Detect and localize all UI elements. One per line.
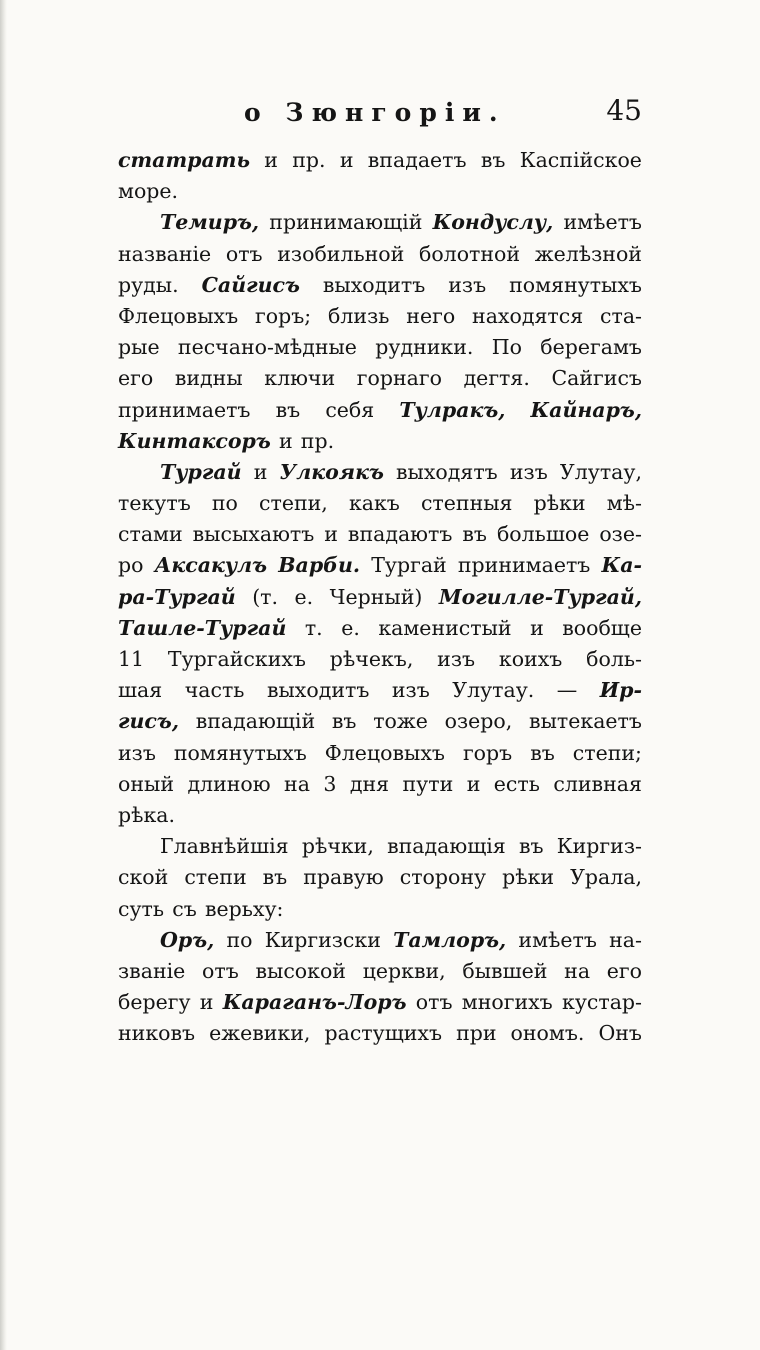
- page-edge-shadow: [0, 0, 7, 1350]
- italic-word: ра-Тургай: [118, 584, 236, 609]
- word: имѣетъ: [518, 927, 597, 952]
- text-line: [118, 270, 642, 301]
- word: суть: [118, 896, 165, 921]
- word: кустар-: [562, 990, 642, 1015]
- word: находятся: [472, 303, 584, 328]
- italic-word: Ташле-Тургай: [118, 615, 287, 640]
- word: видны: [174, 366, 243, 391]
- italic-word: Кайнаръ,: [530, 397, 642, 422]
- word: по: [211, 491, 238, 516]
- word: оный: [118, 771, 174, 796]
- italic-word: Могилле-Тургай,: [438, 584, 642, 609]
- word: его: [606, 958, 642, 983]
- text-line: [118, 301, 642, 332]
- text-line: [118, 769, 642, 800]
- word: море.: [118, 179, 179, 204]
- word: въ: [480, 148, 506, 172]
- text-line: [118, 176, 642, 207]
- word: Тургай: [371, 553, 447, 578]
- word: горнаго: [356, 366, 442, 391]
- word: горъ;: [255, 303, 312, 328]
- word: помянутыхъ: [509, 272, 642, 297]
- italic-word: гисъ,: [118, 709, 179, 734]
- word: берегамъ: [540, 335, 642, 360]
- word: изъ: [448, 272, 487, 297]
- word: себя: [325, 397, 375, 422]
- word: при: [456, 1021, 497, 1046]
- word: рудники.: [375, 335, 474, 360]
- text-line: [118, 239, 642, 270]
- text-line: [118, 925, 642, 956]
- word: текутъ: [118, 491, 191, 516]
- word: пути: [402, 771, 454, 796]
- italic-word: Ка-: [601, 553, 642, 578]
- text-line: [118, 613, 642, 644]
- word: и: [278, 428, 293, 453]
- word: отъ: [202, 958, 239, 983]
- word: ономъ.: [510, 1021, 585, 1046]
- word: мѣ-: [606, 491, 642, 516]
- word: рѣки: [533, 491, 586, 516]
- word: въ: [518, 834, 544, 859]
- word: въ: [275, 397, 301, 422]
- word: и: [253, 459, 268, 484]
- word: желѣзной: [534, 241, 642, 266]
- word: рѣка.: [118, 802, 176, 827]
- text-line: [118, 426, 642, 457]
- word: Киргиз-: [556, 834, 642, 859]
- word: е.: [294, 584, 314, 609]
- italic-word: Темиръ,: [160, 210, 260, 235]
- word: и: [339, 148, 354, 172]
- word: есть: [493, 771, 540, 796]
- word: на-: [609, 927, 642, 952]
- word: выходитъ: [322, 272, 426, 297]
- italic-word: Варби.: [278, 553, 361, 578]
- word: 3: [323, 771, 337, 796]
- word: Онъ: [598, 1021, 642, 1046]
- word: рѣки: [502, 865, 555, 890]
- italic-word: Аксакулъ: [154, 553, 268, 578]
- word: церкви,: [362, 958, 446, 983]
- word: впадаетъ: [367, 148, 467, 172]
- word: ежевики,: [209, 1021, 311, 1046]
- word: ключи: [264, 366, 336, 391]
- text-line: [118, 550, 642, 581]
- text-line: [118, 800, 642, 831]
- word: помянутыхъ: [173, 740, 307, 765]
- word: высокой: [255, 958, 346, 983]
- text-line: [118, 956, 642, 987]
- word: песчано-мѣдные: [177, 335, 357, 360]
- italic-word: Кондуслу,: [432, 210, 554, 235]
- word: правую: [303, 865, 384, 890]
- word: длиною: [187, 771, 271, 796]
- word: вообще: [562, 615, 642, 640]
- word: озе-: [599, 522, 642, 547]
- word: рые: [118, 335, 160, 360]
- word: шая: [118, 678, 163, 703]
- word: каменистый: [378, 615, 512, 640]
- word: высыхаютъ: [192, 522, 315, 547]
- word: отъ: [415, 990, 453, 1015]
- word: Флецовыхъ: [118, 303, 239, 328]
- word: Улутау,: [559, 459, 642, 484]
- word: 11: [118, 647, 145, 671]
- italic-word: Тулракъ,: [399, 397, 506, 422]
- text-line: [118, 363, 642, 394]
- word: съ: [172, 896, 197, 921]
- word: Тургайскихъ: [167, 647, 306, 671]
- page-number: 45: [606, 94, 642, 127]
- text-line: [118, 894, 642, 925]
- word: и: [324, 522, 338, 547]
- word: стами: [118, 522, 183, 547]
- word: Киргизски: [264, 927, 381, 952]
- word: вытекаетъ: [529, 709, 642, 734]
- word: имѣетъ: [563, 210, 642, 235]
- word: принимаетъ: [457, 553, 591, 578]
- italic-word: Ир-: [599, 678, 642, 703]
- word: ро: [118, 553, 144, 578]
- text-line: [118, 395, 642, 426]
- word: изъ: [437, 647, 476, 671]
- italic-word: Сайгисъ: [201, 272, 300, 297]
- word: верьху:: [204, 896, 284, 921]
- text-line: [118, 207, 642, 238]
- text-line: [118, 987, 642, 1018]
- word: и: [466, 771, 481, 796]
- text-line: [118, 862, 642, 893]
- word: и: [199, 990, 214, 1015]
- body-text: [118, 145, 642, 1049]
- word: впадаютъ: [347, 522, 453, 547]
- text-line: [118, 1018, 642, 1049]
- word: сторону: [399, 865, 487, 890]
- word: званіе: [118, 958, 186, 983]
- running-title: о Зюнгоріи.: [244, 98, 506, 127]
- text-line: [118, 706, 642, 737]
- italic-word: Кинтаксоръ: [118, 428, 271, 453]
- word: большое: [496, 522, 590, 547]
- word: впадающій: [195, 709, 316, 734]
- text-line: [118, 738, 642, 769]
- text-line: [118, 582, 642, 613]
- text-line: [118, 519, 642, 550]
- word: (т.: [252, 584, 279, 609]
- word: боль-: [586, 647, 642, 671]
- word: никовъ: [118, 1021, 196, 1046]
- italic-word: Тамлоръ,: [393, 927, 507, 952]
- word: Сайгисъ: [551, 366, 642, 391]
- word: часть: [184, 678, 245, 703]
- word: степи;: [572, 740, 642, 765]
- word: выходитъ: [266, 678, 370, 703]
- italic-word: Караганъ-Лоръ: [222, 990, 407, 1015]
- text-line: [118, 644, 642, 675]
- word: коихъ: [498, 647, 563, 671]
- word: изобильной: [277, 241, 405, 266]
- word: горъ: [462, 740, 513, 765]
- word: въ: [331, 709, 357, 734]
- word: въ: [462, 522, 487, 547]
- word: впадающія: [387, 834, 506, 859]
- word: Урала,: [570, 865, 642, 890]
- word: тоже: [373, 709, 428, 734]
- word: по: [226, 927, 253, 952]
- word: въ: [530, 740, 555, 765]
- word: По: [491, 335, 522, 360]
- word: и: [530, 615, 544, 640]
- word: т.: [304, 615, 323, 640]
- word: рѣчекъ,: [329, 647, 414, 671]
- word: выходятъ: [396, 459, 498, 484]
- italic-word: Оръ,: [160, 927, 215, 952]
- word: названіе: [118, 241, 212, 266]
- word: степи,: [259, 491, 328, 516]
- word: многихъ: [461, 990, 553, 1015]
- text-line: [118, 145, 642, 176]
- word: Главнѣйшія: [160, 834, 289, 859]
- word: изъ: [391, 678, 430, 703]
- word: изъ: [509, 459, 548, 484]
- text-line: [118, 675, 642, 706]
- text-line: [118, 332, 642, 363]
- word: пр.: [300, 428, 335, 453]
- word: бывшей: [462, 958, 548, 983]
- word: болотной: [418, 241, 521, 266]
- word: берегу: [118, 990, 191, 1015]
- word: сливная: [553, 771, 642, 796]
- text-line: [118, 457, 642, 488]
- word: близь: [328, 303, 390, 328]
- text-line: [118, 488, 642, 519]
- word: на: [284, 771, 310, 796]
- word: принимаетъ: [118, 397, 251, 422]
- word: него: [406, 303, 456, 328]
- word: ста-: [600, 303, 642, 328]
- word: —: [556, 678, 578, 703]
- word: ской: [118, 865, 169, 890]
- italic-word: Улкоякъ: [279, 459, 384, 484]
- word: Черный): [329, 584, 423, 609]
- word: пр.: [292, 148, 326, 172]
- text-line: [118, 831, 642, 862]
- word: степныя: [420, 491, 513, 516]
- word: въ: [262, 865, 288, 890]
- word: озеро,: [444, 709, 513, 734]
- word: дня: [349, 771, 390, 796]
- word: его: [118, 366, 154, 391]
- word: Каспійское: [519, 148, 642, 172]
- word: отъ: [225, 241, 263, 266]
- word: изъ: [118, 740, 156, 765]
- word: на: [564, 958, 591, 983]
- word: руды.: [118, 272, 179, 297]
- word: рѣчки,: [301, 834, 374, 859]
- word: какъ: [348, 491, 400, 516]
- word: Улутау.: [452, 678, 535, 703]
- word: е.: [341, 615, 360, 640]
- word: степи: [184, 865, 247, 890]
- italic-word: статрать: [118, 148, 250, 172]
- word: и: [264, 148, 278, 172]
- word: растущихъ: [324, 1021, 443, 1046]
- word: Флецовыхъ: [324, 740, 445, 765]
- word: принимающій: [269, 210, 423, 235]
- word: дегтя.: [463, 366, 530, 391]
- italic-word: Тургай: [160, 459, 242, 484]
